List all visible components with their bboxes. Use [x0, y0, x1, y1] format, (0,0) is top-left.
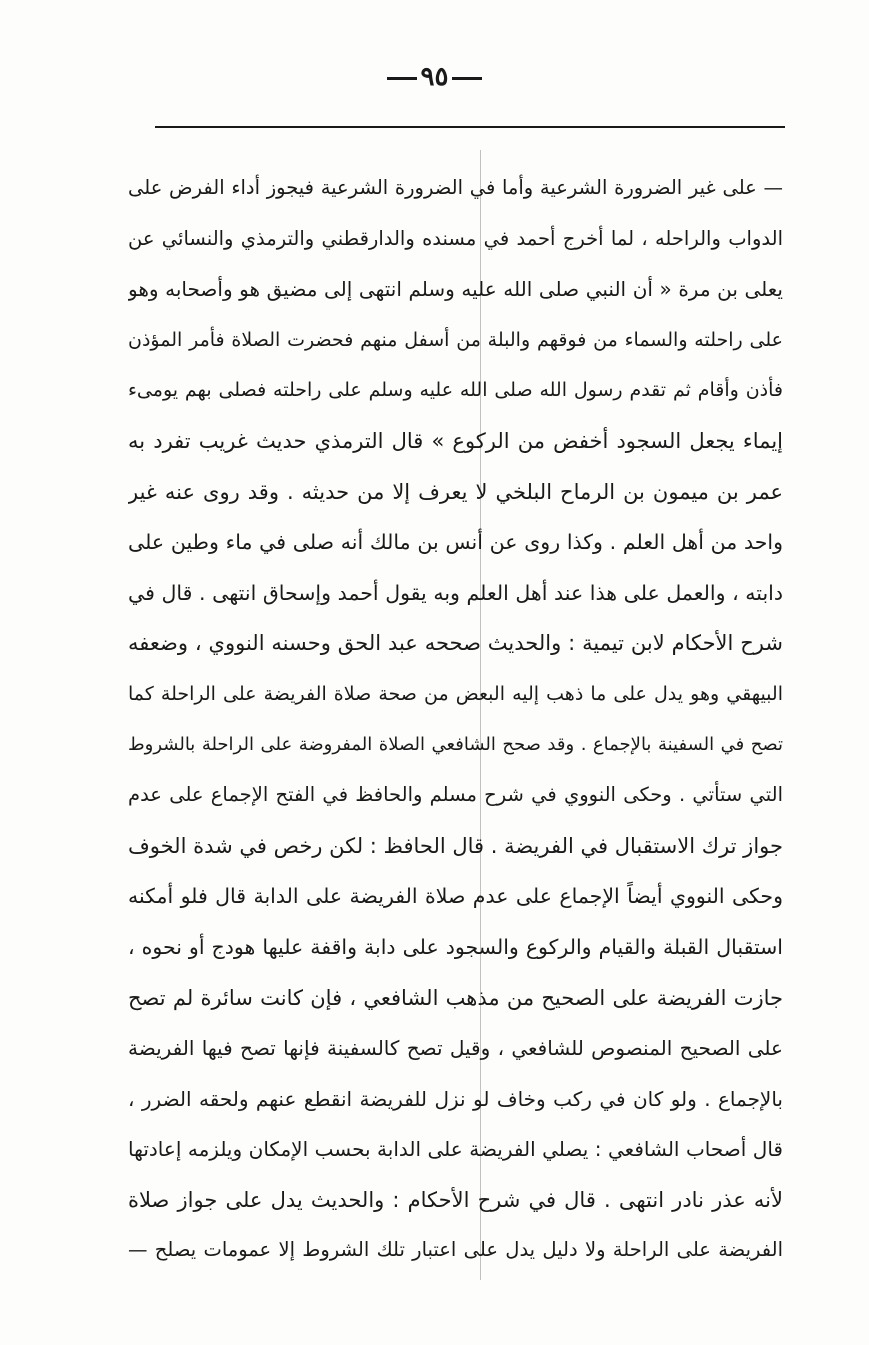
page-number-dash-right: [452, 77, 482, 80]
header-rule: [155, 126, 785, 128]
text-line: دابته ، والعمل على هذا عند أهل العلم وبه يقول أحمد وإسحاق انتهى . قال في: [128, 580, 783, 605]
text-line: استقبال القبلة والقيام والركوع والسجود على دابة واقفة عليها هودج أو نحوه ،: [128, 934, 783, 959]
page-number-dash-left: [387, 77, 417, 80]
page-number: [0, 62, 869, 92]
text-line: يعلى بن مرة « أن النبي صلى الله عليه وسلم انتهى إلى مضيق هو وأصحابه وهو: [128, 277, 783, 302]
text-line: تصح في السفينة بالإجماع . وقد صحح الشافعي الصلاة المفروضة على الراحلة بالشروط: [128, 733, 783, 755]
page-number-text: ٩٥: [420, 62, 449, 92]
text-line: الفريضة على الراحلة ولا دليل يدل على اعتبار تلك الشروط إلا عمومات يصلح —: [128, 1238, 783, 1262]
text-line: الدواب والراحله ، لما أخرج أحمد في مسنده والدارقطني والترمذي والنسائي عن: [128, 226, 783, 250]
text-line: لأنه عذر نادر انتهى . قال في شرح الأحكام : والحديث يدل على جواز صلاة: [128, 1187, 783, 1212]
text-line: — على غير الضرورة الشرعية وأما في الضرورة الشرعية فيجوز أداء الفرض على: [128, 176, 783, 199]
text-line: وحكى النووي أيضاً الإجماع على عدم صلاة الفريضة على الدابة قال فلو أمكنه: [128, 884, 783, 909]
text-line: واحد من أهل العلم . وكذا روى عن أنس بن مالك أنه صلى في ماء وطين على: [128, 530, 783, 555]
text-line: جازت الفريضة على الصحيح من مذهب الشافعي ، فإن كانت سائرة لم تصح: [128, 985, 783, 1010]
text-line: إيماء يجعل السجود أخفض من الركوع » قال الترمذي حديث غريب تفرد به: [128, 428, 783, 453]
text-line: التي ستأتي . وحكى النووي في شرح مسلم والحافظ في الفتح الإجماع على عدم: [128, 783, 783, 807]
text-line: على راحلته والسماء من فوقهم والبلة من أسفل منهم فحضرت الصلاة فأمر المؤذن: [128, 328, 783, 351]
text-line: بالإجماع . ولو كان في ركب وخاف لو نزل للفريضة انقطع عنهم ولحقه الضرر ،: [128, 1086, 783, 1111]
text-line: على الصحيح المنصوص للشافعي ، وقيل تصح كالسفينة فإنها تصح فيها الفريضة: [128, 1036, 783, 1061]
text-line: البيهقي وهو يدل على ما ذهب إليه البعض من صحة صلاة الفريضة على الراحلة كما: [128, 682, 783, 705]
text-line: عمر بن ميمون بن الرماح البلخي لا يعرف إلا من حديثه . وقد روى عنه غير: [128, 479, 783, 504]
text-line: جواز ترك الاستقبال في الفريضة . قال الحافظ : لكن رخص في شدة الخوف: [128, 833, 783, 858]
text-line: شرح الأحكام لابن تيمية : والحديث صححه عبد الحق وحسنه النووي ، وضعفه: [128, 631, 783, 656]
text-line: فأذن وأقام ثم تقدم رسول الله صلى الله عليه وسلم على راحلته فصلى بهم يومىء: [128, 379, 783, 402]
text-line: قال أصحاب الشافعي : يصلي الفريضة على الدابة بحسب الإمكان ويلزمه إعادتها: [128, 1137, 783, 1162]
body-text: [128, 168, 783, 1281]
